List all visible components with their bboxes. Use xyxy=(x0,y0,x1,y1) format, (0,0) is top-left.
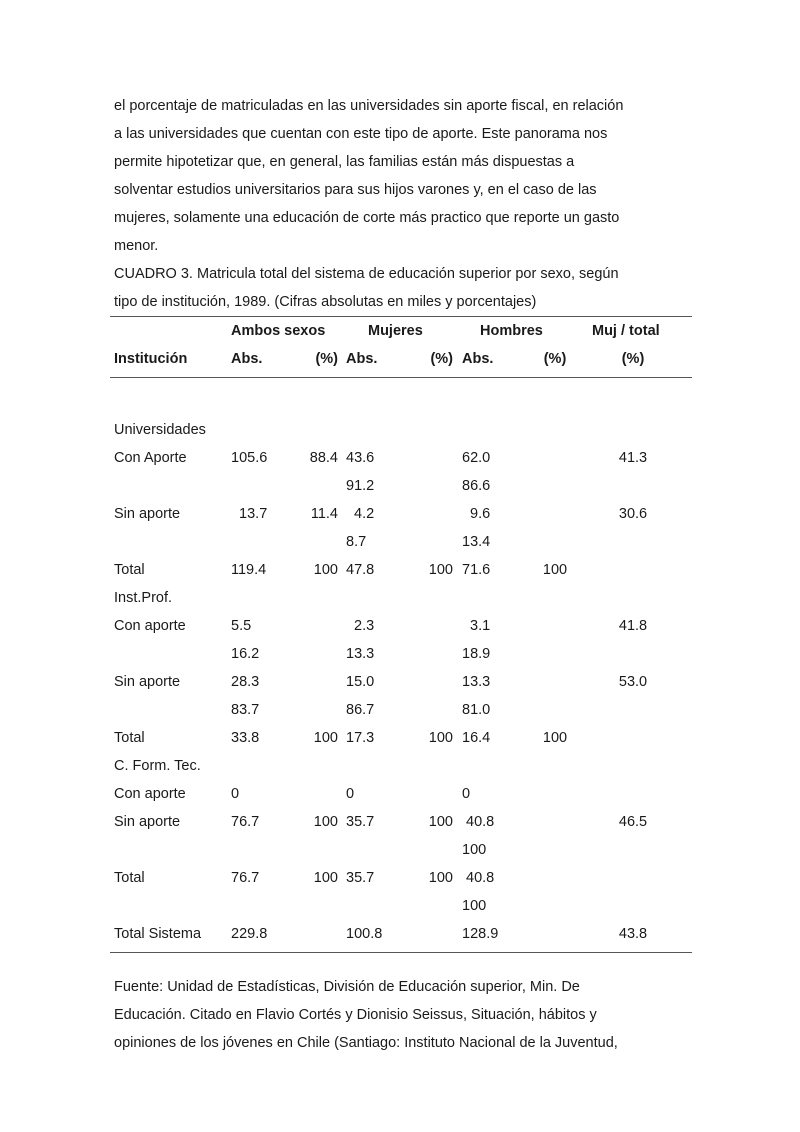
header-ambos-sexos: Ambos sexos xyxy=(231,323,326,339)
header-mujeres-abs: Abs. xyxy=(346,351,378,367)
cell-mujeres-pct: 100 xyxy=(428,562,453,578)
source-note xyxy=(114,973,686,1057)
cell-mujeres-abs: 43.6 xyxy=(346,450,375,466)
cell-ambos-abs: 119.4 xyxy=(231,562,267,578)
cell-ambos-abs: 28.3 xyxy=(231,674,260,690)
cell-hombres-abs: 86.6 xyxy=(462,478,491,494)
cell-hombres-abs: 13.3 xyxy=(462,674,491,690)
table-row xyxy=(110,388,690,416)
header-muj-total: Muj / total xyxy=(592,323,660,339)
table-row xyxy=(110,472,690,500)
cell-hombres-abs: 40.8 xyxy=(462,814,495,830)
cell-ambos-pct: 100 xyxy=(313,562,338,578)
table-row xyxy=(110,836,690,864)
cell-mujeres-abs: 0 xyxy=(346,786,355,802)
text-line: el porcentaje de matriculadas en las universidades sin aporte fiscal, en relación xyxy=(114,98,624,114)
table-bottom-rule xyxy=(110,952,692,953)
cell-mujeres-abs: 86.7 xyxy=(346,702,375,718)
header-mujeres-pct: (%) xyxy=(430,351,453,367)
cell-ambos-pct: 100 xyxy=(313,730,338,746)
cell-ambos-abs: 16.2 xyxy=(231,646,260,662)
cell-hombres-abs: 16.4 xyxy=(462,730,491,746)
cell-muj-total-pct: 46.5 xyxy=(618,814,648,830)
cell-hombres-abs: 0 xyxy=(462,786,471,802)
cell-hombres-abs: 18.9 xyxy=(462,646,491,662)
caption-line: CUADRO 3. Matricula total del sistema de educación superior por sexo, según xyxy=(114,266,619,282)
cell-hombres-abs: 81.0 xyxy=(462,702,491,718)
cell-ambos-abs: 5.5 xyxy=(231,618,252,634)
table-row xyxy=(110,612,690,640)
table-caption xyxy=(114,260,686,316)
cell-ambos-pct: 88.4 xyxy=(309,450,338,466)
cell-ambos-abs: 13.7 xyxy=(231,506,268,522)
header-muj-total-pct: (%) xyxy=(621,351,645,367)
cell-hombres-abs: 3.1 xyxy=(462,618,491,634)
table-row xyxy=(110,780,690,808)
cell-ambos-abs: 76.7 xyxy=(231,814,260,830)
source-line: Fuente: Unidad de Estadísticas, División de Educación superior, Min. De xyxy=(114,979,580,995)
cell-ambos-pct: 100 xyxy=(313,814,338,830)
text-line: a las universidades que cuentan con este tipo de aporte. Este panorama nos xyxy=(114,126,608,142)
row-label: Total xyxy=(114,870,145,886)
group-header-row xyxy=(110,317,690,345)
text-line: solventar estudios universitarios para sus hijos varones y, en el caso de las xyxy=(114,182,597,198)
cell-muj-total-pct: 43.8 xyxy=(618,926,648,942)
cell-ambos-abs: 33.8 xyxy=(231,730,260,746)
cell-mujeres-abs: 15.0 xyxy=(346,674,375,690)
row-label: Inst.Prof. xyxy=(114,590,173,606)
cell-mujeres-abs: 35.7 xyxy=(346,814,375,830)
header-institucion: Institución xyxy=(114,351,188,367)
sub-header-row xyxy=(110,345,690,373)
cell-hombres-abs: 100 xyxy=(462,898,487,914)
header-ambos-abs: Abs. xyxy=(231,351,263,367)
row-label: Con aporte xyxy=(114,618,186,634)
table-row xyxy=(110,416,690,444)
cell-hombres-abs: 13.4 xyxy=(462,534,491,550)
text-line: permite hipotetizar que, en general, las familias están más dispuestas a xyxy=(114,154,575,170)
cell-mujeres-pct: 100 xyxy=(428,730,453,746)
table-row xyxy=(110,696,690,724)
cell-hombres-abs: 71.6 xyxy=(462,562,491,578)
text-line: mujeres, solamente una educación de corte más practico que reporte un gasto xyxy=(114,210,620,226)
cell-hombres-pct: 100 xyxy=(542,730,568,746)
row-label: Sin aporte xyxy=(114,814,181,830)
source-line: Educación. Citado en Flavio Cortés y Dionisio Seissus, Situación, hábitos y xyxy=(114,1007,597,1023)
table-row xyxy=(110,444,690,472)
cell-hombres-abs: 62.0 xyxy=(462,450,491,466)
cell-ambos-pct: 100 xyxy=(313,870,338,886)
table-row xyxy=(110,752,690,780)
cell-mujeres-pct: 100 xyxy=(428,814,453,830)
document-page xyxy=(114,92,686,1057)
row-label: Con Aporte xyxy=(114,450,187,466)
row-label: Sin aporte xyxy=(114,674,181,690)
header-mujeres: Mujeres xyxy=(368,323,423,339)
header-ambos-pct: (%) xyxy=(315,351,338,367)
source-line: opiniones de los jóvenes en Chile (Santiago: Instituto Nacional de la Juventud, xyxy=(114,1035,618,1051)
header-hombres-pct: (%) xyxy=(543,351,567,367)
text-line: menor. xyxy=(114,238,159,254)
table-row xyxy=(110,892,690,920)
cell-muj-total-pct: 41.3 xyxy=(618,450,648,466)
row-label: Total xyxy=(114,562,145,578)
row-label: Sin aporte xyxy=(114,506,181,522)
enrollment-table xyxy=(110,316,690,953)
header-hombres: Hombres xyxy=(480,323,543,339)
table-row xyxy=(110,724,690,752)
cell-mujeres-abs: 17.3 xyxy=(346,730,375,746)
table-row xyxy=(110,808,690,836)
cell-muj-total-pct: 53.0 xyxy=(618,674,648,690)
header-hombres-abs: Abs. xyxy=(462,351,494,367)
cell-hombres-abs: 128.9 xyxy=(462,926,499,942)
cell-ambos-abs: 229.8 xyxy=(231,926,268,942)
cell-mujeres-abs: 8.7 xyxy=(346,534,367,550)
cell-mujeres-abs: 100.8 xyxy=(346,926,383,942)
cell-mujeres-abs: 47.8 xyxy=(346,562,375,578)
cell-hombres-abs: 9.6 xyxy=(462,506,491,522)
cell-mujeres-abs: 13.3 xyxy=(346,646,375,662)
cell-hombres-pct: 100 xyxy=(542,562,568,578)
table-row xyxy=(110,668,690,696)
cell-ambos-abs: 76.7 xyxy=(231,870,260,886)
table-row xyxy=(110,640,690,668)
table-row xyxy=(110,584,690,612)
cell-ambos-abs: 83.7 xyxy=(231,702,260,718)
cell-ambos-abs: 105.6 xyxy=(231,450,268,466)
cell-muj-total-pct: 30.6 xyxy=(618,506,648,522)
row-label: C. Form. Tec. xyxy=(114,758,201,774)
cell-mujeres-abs: 35.7 xyxy=(346,870,375,886)
table-row xyxy=(110,864,690,892)
table-row xyxy=(110,528,690,556)
cell-mujeres-pct: 100 xyxy=(428,870,453,886)
cell-hombres-abs: 100 xyxy=(462,842,487,858)
cell-mujeres-abs: 2.3 xyxy=(346,618,375,634)
table-row xyxy=(110,500,690,528)
caption-line: tipo de institución, 1989. (Cifras absolutas en miles y porcentajes) xyxy=(114,294,537,310)
table-row xyxy=(110,556,690,584)
row-label: Total Sistema xyxy=(114,926,202,942)
row-label: Con aporte xyxy=(114,786,186,802)
table-body xyxy=(110,378,690,948)
cell-hombres-abs: 40.8 xyxy=(462,870,495,886)
row-label: Total xyxy=(114,730,145,746)
cell-ambos-abs: 0 xyxy=(231,786,240,802)
table-row xyxy=(110,920,690,948)
row-label: Universidades xyxy=(114,422,206,438)
intro-paragraph xyxy=(114,92,686,260)
cell-muj-total-pct: 41.8 xyxy=(618,618,648,634)
cell-ambos-pct: 11.4 xyxy=(310,506,338,522)
cell-mujeres-abs: 91.2 xyxy=(346,478,375,494)
cell-mujeres-abs: 4.2 xyxy=(346,506,375,522)
